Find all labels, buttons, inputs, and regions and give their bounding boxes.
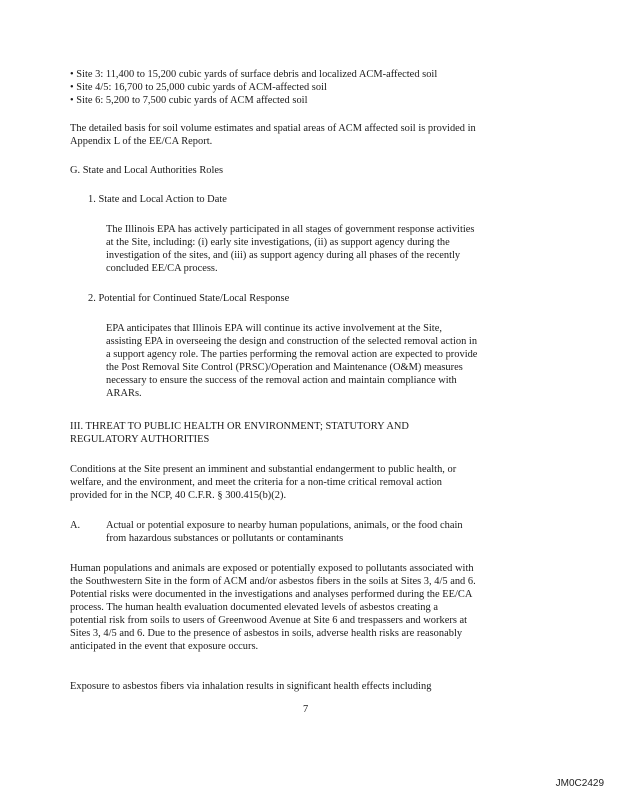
paragraph-line: Conditions at the Site present an imminent and substantial endangerment to public health, or: [70, 464, 457, 475]
item-2-body-line: ARARs.: [106, 388, 142, 399]
item-a-label: A.: [70, 520, 81, 531]
section-3-heading: III. THREAT TO PUBLIC HEALTH OR ENVIRONMENT; STATUTORY AND: [70, 421, 409, 432]
item-2-body-line: the Post Removal Site Control (PRSC)/Operation and Maintenance (O&M) measures: [106, 362, 463, 373]
item-a-text-line: from hazardous substances or pollutants or contaminants: [106, 533, 344, 544]
item-1-title: 1. State and Local Action to Date: [88, 194, 227, 205]
item-1-body-line: concluded EE/CA process.: [106, 263, 218, 274]
bullet-site-3: • Site 3: 11,400 to 15,200 cubic yards of surface debris and localized ACM-affected soil: [70, 69, 438, 80]
bullet-site-6: • Site 6: 5,200 to 7,500 cubic yards of ACM affected soil: [70, 95, 308, 106]
paragraph-line: Potential risks were documented in the investigations and analyses performed during the EE/CA: [70, 589, 473, 600]
paragraph-line: welfare, and the environment, and meet the criteria for a non-time critical removal action: [70, 477, 442, 488]
item-2-body-line: necessary to ensure the success of the removal action and maintain compliance with: [106, 375, 457, 386]
section-3-heading: REGULATORY AUTHORITIES: [70, 434, 210, 445]
item-2-body-line: a support agency role. The parties performing the removal action are expected to provide: [106, 349, 478, 360]
paragraph-line: Exposure to asbestos fibers via inhalation results in significant health effects including: [70, 681, 432, 692]
document-id-stamp: JM0C2429: [555, 778, 604, 789]
item-1-body-line: The Illinois EPA has actively participated in all stages of government response activities: [106, 224, 475, 235]
item-2-body-line: assisting EPA in overseeing the design and construction of the selected removal action in: [106, 336, 478, 347]
paragraph-line: Appendix L of the EE/CA Report.: [70, 136, 213, 147]
section-heading-g: G. State and Local Authorities Roles: [70, 165, 224, 176]
paragraph-line: process. The human health evaluation documented elevated levels of asbestos creating a: [70, 602, 438, 613]
paragraph-line: potential risk from soils to users of Greenwood Avenue at Site 6 and trespassers and workers at: [70, 615, 468, 626]
item-2-title: 2. Potential for Continued State/Local Response: [88, 293, 290, 304]
bullet-site-4-5: • Site 4/5: 16,700 to 25,000 cubic yards of ACM-affected soil: [70, 82, 327, 93]
item-a-text-line: Actual or potential exposure to nearby human populations, animals, or the food chain: [106, 520, 463, 531]
page-number: 7: [303, 704, 309, 715]
paragraph-line: Human populations and animals are exposed or potentially exposed to pollutants associated with: [70, 563, 474, 574]
item-1-body-line: investigation of the sites, and (iii) as support agency during all phases of the recently: [106, 250, 461, 261]
paragraph-line: provided for in the NCP, 40 C.F.R. § 300.415(b)(2).: [70, 490, 287, 501]
item-2-body-line: EPA anticipates that Illinois EPA will continue its active involvement at the Site,: [106, 323, 442, 334]
paragraph-line: the Southwestern Site in the form of ACM and/or asbestos fibers in the soils at Sites 3, 4/5 and 6.: [70, 576, 476, 587]
paragraph-line: The detailed basis for soil volume estimates and spatial areas of ACM affected soil is provided in: [70, 123, 476, 134]
paragraph-line: anticipated in the event that exposure occurs.: [70, 641, 259, 652]
paragraph-line: Sites 3, 4/5 and 6. Due to the presence of asbestos in soils, adverse health risks are reasonably: [70, 628, 463, 639]
item-1-body-line: at the Site, including: (i) early site investigations, (ii) as support agency during the: [106, 237, 450, 248]
